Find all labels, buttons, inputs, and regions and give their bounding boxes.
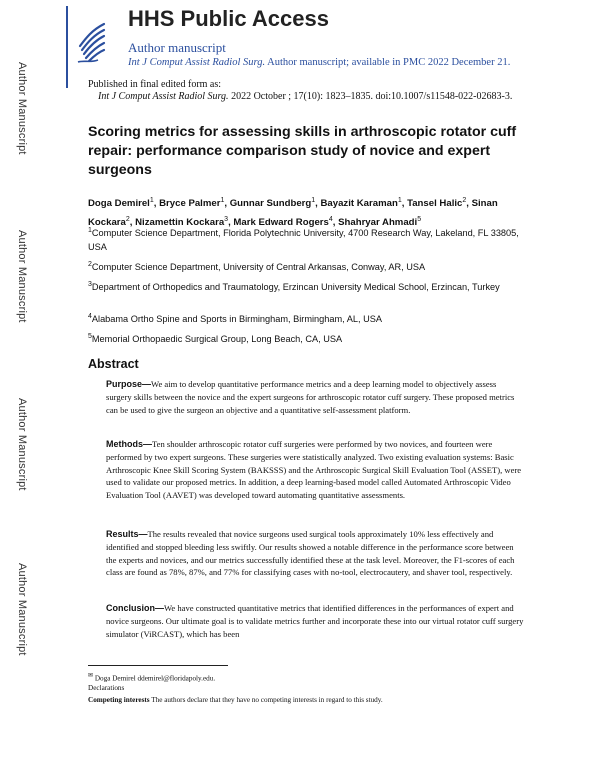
abstract-results [106, 528, 524, 579]
sidebar-label-4: Author Manuscript [16, 563, 28, 656]
sidebar-label-2: Author Manuscript [16, 230, 28, 323]
declarations-label: Declarations [88, 684, 125, 692]
email-marker-icon: ✉ [88, 673, 94, 679]
abstract-methods [106, 438, 524, 502]
article-title: Scoring metrics for assessing skills in arthroscopic rotator cuff repair: performance comparison study of novice and expert surgeons [88, 124, 517, 178]
results-text: The results revealed that novice surgeons used surgical tools approximately 10% less effectively and identified and stopped bleeding less swiftly. Our results showed a notable difference in the performance score between the experts and novices, and our metrics successfully identified these at the task level. Moreover, the F1-scores of each class are found as 78%, 87%, and 77% for classifying cases with no-tool, electrocautery, and shaver tool, respectively. [106, 529, 515, 578]
affiliation [88, 310, 528, 326]
affiliation [88, 258, 528, 274]
corresponding-author [88, 672, 215, 682]
author-name: Gunnar Sundberg [229, 198, 312, 210]
author-aff: 1 [149, 197, 154, 204]
affiliation-text: Memorial Orthopaedic Surgical Group, Long Beach, CA, USA [91, 334, 343, 345]
author-list: Doga Demirel$^1$, Bryce Palmer$^1$, Gunnar Sundberg$^1$, Bayazit Karaman$^1$, Tansel Halic$^2$, Sinan Kockara$^2$, Nizamettin Kockara$^3$, Mark Edward Rogers$^4$, Shahryar Ahmadi$^5$ [88, 197, 498, 229]
corresponding-text: Doga Demirel ddemirel@floridapoly.edu. [94, 674, 216, 683]
author-name: Bayazit Karaman [320, 198, 398, 210]
affiliation-text: Department of Orthopedics and Traumatology, Erzincan University Medical School, Erzincan, Turkey [91, 282, 500, 293]
author-name: Tansel Halic [407, 198, 463, 210]
hhs-public-access-title: HHS Public Access [128, 6, 329, 31]
affiliation [88, 278, 528, 294]
sidebar-label-1: Author Manuscript [16, 62, 28, 155]
competing-label: Competing interests [88, 696, 150, 704]
affiliation-num: 3 [88, 281, 92, 288]
conclusion-text: We have constructed quantitative metrics that identified differences in the performances of expert and novice surgeons. Our ultimate goal is to validate metrics further and incorporate these into our virtual rotator cuff surgery simulator (ViRCAST), which has been [106, 603, 524, 639]
affiliation-num: 1 [88, 227, 92, 234]
affiliation-num: 5 [88, 333, 92, 340]
competing-text: The authors declare that they have no competing interests in regard to this study. [151, 696, 383, 704]
affiliation-num: 2 [88, 261, 92, 268]
author-aff: 1 [397, 197, 402, 204]
affiliation [88, 330, 528, 346]
hhs-eagle-logo-icon [76, 16, 108, 66]
author-name: Nizamettin Kockara [135, 217, 225, 229]
results-label: Results— [106, 529, 148, 539]
conclusion-label: Conclusion— [106, 603, 164, 613]
competing-interests [88, 696, 383, 704]
author-manuscript-label: Author manuscript [128, 40, 226, 55]
availability-text: Author manuscript; available in PMC 2022 December 21. [267, 57, 511, 68]
methods-label: Methods— [106, 439, 152, 449]
abstract-purpose [106, 378, 524, 416]
journal-abbrev: Int J Comput Assist Radiol Surg. [128, 57, 266, 68]
author-name: Sinan Kockara [88, 198, 498, 229]
published-label: Published in final edited form as: [88, 79, 222, 90]
author-aff: 5 [417, 216, 422, 224]
author-aff: 2 [125, 216, 130, 224]
author-aff: 1 [220, 197, 225, 204]
author-name: Bryce Palmer [159, 198, 221, 210]
author-aff: 1 [311, 197, 316, 204]
author-aff: 2 [462, 197, 467, 204]
affiliation-text: Alabama Ortho Spine and Sports in Birmingham, Birmingham, AL, USA [91, 314, 382, 325]
affiliation [88, 224, 528, 254]
footnote-rule [88, 665, 228, 666]
publication-citation [98, 91, 512, 102]
author-aff: 4 [328, 216, 333, 224]
affiliation-num: 4 [88, 313, 92, 320]
methods-text: Ten shoulder arthroscopic rotator cuff surgeries were performed by two novices, and fourteen were performed by two expert surgeons. These surgeries were statistically analyzed. Two existing evaluation systems: Basic Arthroscopic Knee Skill Scoring System (BAKSSS) and the Arthroscopic Surgical Skill Evaluation Tool (ASSET), were used to validate our proposed metrics. In addition, a deep learning-based model called Automated Arthroscopic Video Evaluation Tool (AAVET) was developed toward automating quantitative assessments. [106, 439, 522, 501]
author-name: Mark Edward Rogers [233, 217, 329, 229]
sidebar-label-3: Author Manuscript [16, 398, 28, 491]
affiliation-text: Computer Science Department, University of Central Arkansas, Conway, AR, USA [91, 262, 426, 273]
publication-journal: Int J Comput Assist Radiol Surg. [98, 91, 229, 102]
purpose-text: We aim to develop quantitative performance metrics and a deep learning model to objectively assess surgery skills between the novice and the expert surgeons for arthroscopic rotator cuff surgery. These proposed metrics can be used to give the surgeon an objective and a quantitative self-assessment platform. [106, 379, 515, 415]
author-name: Shahryar Ahmadi [338, 217, 418, 229]
publication-details: 2022 October ; 17(10): 1823–1835. doi:10.1007/s11548-022-02683-3. [231, 91, 513, 102]
abstract-conclusion [106, 602, 524, 640]
author-aff: 3 [224, 216, 229, 224]
journal-availability-line [128, 57, 510, 68]
affiliation-text: Computer Science Department, Florida Polytechnic University, 4700 Research Way, Lakeland, FL 33805, USA [88, 228, 519, 253]
abstract-heading: Abstract [88, 357, 139, 371]
purpose-label: Purpose— [106, 379, 152, 389]
header-divider [66, 6, 68, 88]
author-name: Doga Demirel [88, 198, 150, 210]
